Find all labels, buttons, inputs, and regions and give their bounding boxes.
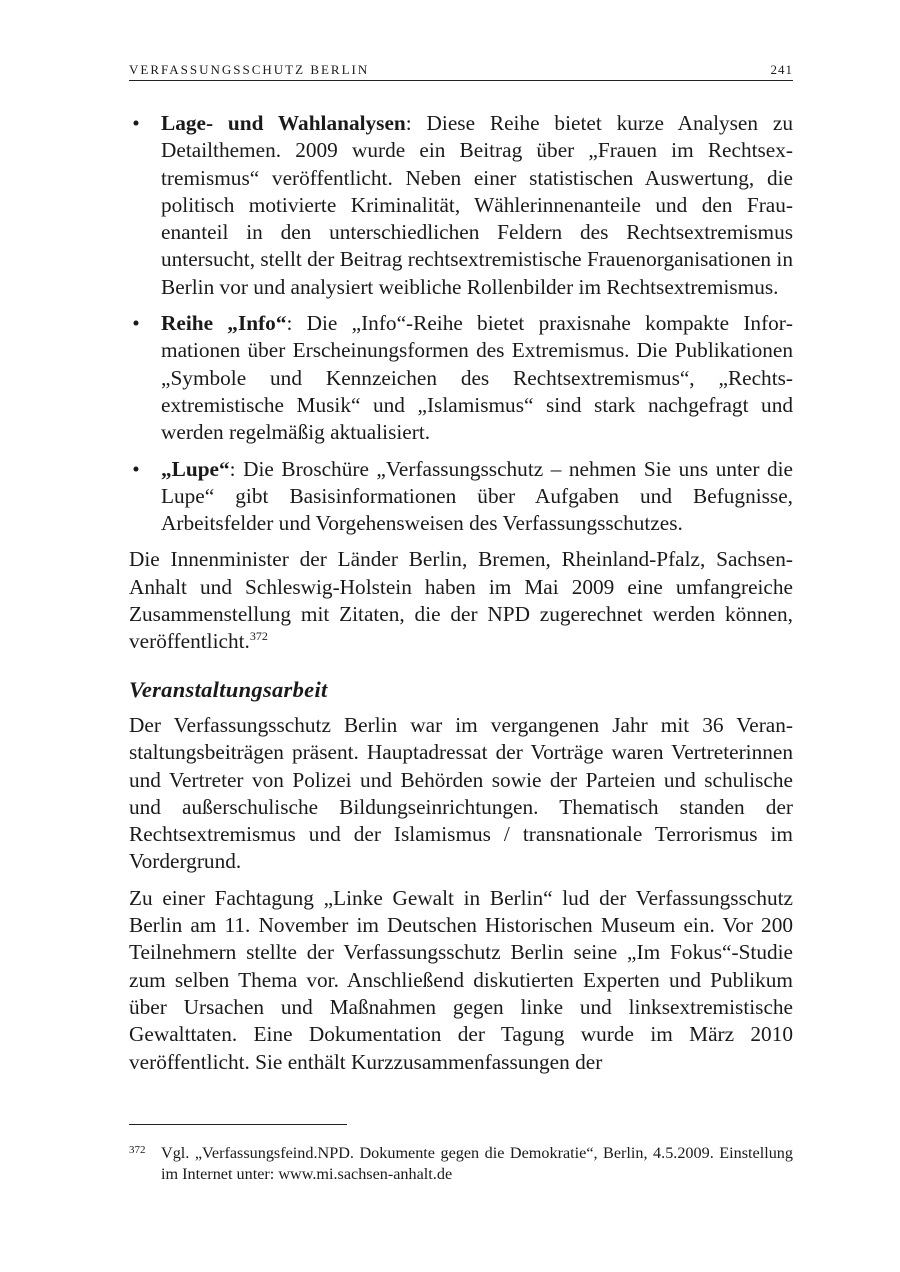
page-body xyxy=(129,110,793,1085)
list-item-term: „Lupe“ xyxy=(161,456,230,481)
footnote-text: Vgl. „Verfassungsfeind.NPD. Dokumente gegen die Demokratie“, Berlin, 4.5.2009. Einstellung im Internet unter: www.mi.sachsen-anhalt.de xyxy=(161,1144,793,1183)
footnote-separator xyxy=(129,1124,347,1125)
list-item-lage-wahlanalysen xyxy=(129,110,793,301)
paragraph-text: Die Innenminister der Länder Berlin, Bremen, Rheinland-Pfalz, Sachsen-Anhalt und Schleswig-Holstein haben im Mai 2009 eine umfangreiche Zusammenstellung mit Zitaten, die der NPD zugerechnet werden können, veröffentlicht. xyxy=(129,547,793,654)
list-item-text: : Diese Reihe bietet kurze Analysen zu Detailthemen. 2009 wurde ein Beitrag über „Frauen im Rechtsextremismus“ veröffentlicht. Neben einer statistischen Auswertung, die politisch motivierte Kriminalität, Wählerinnenanteile und den Frauenanteil in den unterschiedlichen Feldern des Rechtsextremismus untersucht, stellt der Beitrag rechtsextremistische Frauenorganisationen in Berlin vor und analysiert weibliche Rollenbilder im Rechtsextremismus. xyxy=(161,111,793,299)
footnote-reference: 372 xyxy=(249,629,268,644)
running-header-title: VERFASSUNGSSCHUTZ BERLIN xyxy=(129,62,370,77)
bullet-icon: • xyxy=(132,111,140,135)
list-item-text: : Die Broschüre „Verfassungsschutz – nehmen Sie uns unter die Lupe“ gibt Basisinformationen über Aufgaben und Befugnisse, Arbeitsfelder und Vorgehensweisen des Verfassungsschutzes. xyxy=(161,456,793,536)
list-item-lupe xyxy=(129,456,793,538)
list-item-term: Lage- und Wahlanalysen xyxy=(161,111,406,135)
paragraph-veranstaltungen: Der Verfassungsschutz Berlin war im vergangenen Jahr mit 36 Veranstaltungsbeiträgen präsent. Hauptadressat der Vorträge waren Vertreterinnen und Vertreter von Polizei und Behörden sowie der Parteien und schulische und außerschulische Bildungseinrichtungen. Thematisch standen der Rechtsextremismus und der Islamismus / transnationale Terrorismus im Vordergrund. xyxy=(129,712,793,874)
running-header xyxy=(129,60,793,81)
footnote xyxy=(129,1143,793,1185)
paragraph-fachtagung: Zu einer Fachtagung „Linke Gewalt in Berlin“ lud der Verfassungsschutz Berlin am 11. November im Deutschen Historischen Museum ein. Vor 200 Teilnehmern stellte der Verfassungsschutz Berlin seine „Im Fokus“-Studie zum selben Thema vor. Anschließend diskutierten Experten und Publikum über Ursachen und Maßnahmen gegen linke und linksextremistische Gewalttaten. Eine Dokumentation der Tagung wurde im März 2010 veröffentlicht. Sie enthält Kurzzusammenfassungen der xyxy=(129,885,793,1074)
list-item-reihe-info xyxy=(129,310,793,446)
bullet-icon: • xyxy=(132,311,140,336)
publication-list xyxy=(129,110,793,537)
list-item-text: : Die „Info“-Reihe bietet praxisnahe kompakte Informationen über Erscheinungsformen des Extremismus. Die Publikationen „Symbole und Kennzeichen des Rechtsextremismus“, „Rechtsextremistische Musik“ und „Islamismus“ sind stark nachgefragt und werden regelmäßig aktualisiert. xyxy=(161,311,793,445)
list-item-term: Reihe „Info“ xyxy=(161,311,287,336)
paragraph-innenminister xyxy=(129,546,793,655)
footnote-number: 372 xyxy=(129,1144,146,1156)
page-number: 241 xyxy=(770,62,793,77)
bullet-icon: • xyxy=(132,456,140,481)
section-heading: Veranstaltungsarbeit xyxy=(129,676,328,702)
